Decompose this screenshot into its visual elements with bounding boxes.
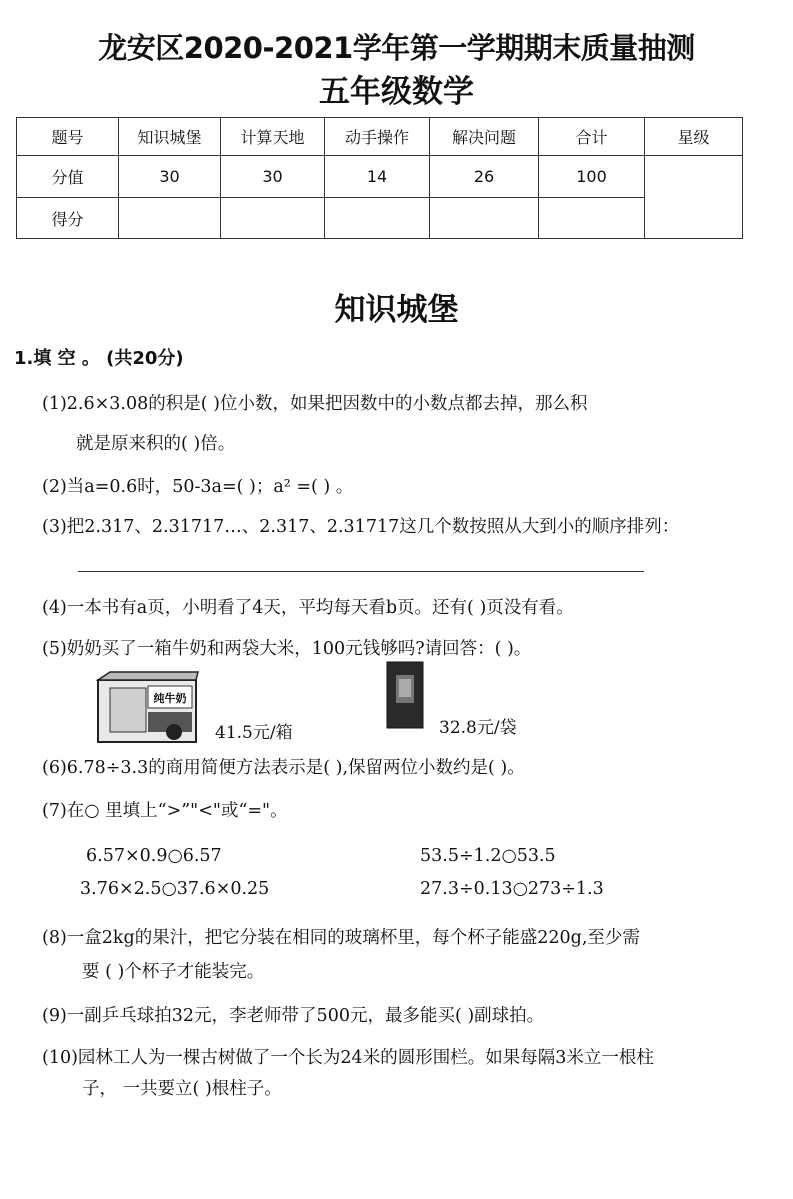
score-table-header-row	[17, 118, 743, 156]
header-cell: 动手操作	[325, 118, 430, 156]
row-label: 分值	[17, 156, 119, 198]
question-line: (7)在○ 里填上“>”"<"或“="。	[42, 801, 288, 821]
rice-price: 32.8元/袋	[439, 718, 517, 738]
score-cell	[119, 198, 221, 239]
milk-price: 41.5元/箱	[215, 723, 293, 743]
compare-item: 27.3÷0.13○273÷1.3	[420, 879, 604, 899]
header-cell: 知识城堡	[119, 118, 221, 156]
compare-item: 53.5÷1.2○53.5	[420, 846, 556, 866]
exam-title: 龙安区2020-2021学年第一学期期末质量抽测	[98, 31, 695, 65]
score-table-score-row	[17, 198, 743, 239]
question-line: (2)当a=0.6时，50-3a=( )；a² =( ) 。	[42, 477, 354, 497]
rice-bag-image	[386, 661, 424, 729]
score-table	[16, 117, 743, 239]
question-line: (3)把2.317、2.31717…、2.317、2.31717这几个数按照从大到小的顺序排列：	[42, 517, 680, 537]
value-cell: 26	[430, 156, 539, 198]
header-cell: 解决问题	[430, 118, 539, 156]
question-line: (6)6.78÷3.3的商用简便方法表示是( ),保留两位小数约是( )。	[42, 758, 525, 778]
answer-line	[78, 571, 644, 572]
value-cell: 30	[119, 156, 221, 198]
score-cell	[221, 198, 325, 239]
question-line: 子， 一共要立( )根柱子。	[82, 1079, 282, 1099]
question-line: (9)一副乒乓球拍32元，李老师带了500元，最多能买( )副球拍。	[42, 1006, 545, 1026]
question-line: 就是原来积的( )倍。	[76, 434, 236, 454]
score-cell	[325, 198, 430, 239]
header-cell: 计算天地	[221, 118, 325, 156]
milk-box-image	[96, 670, 200, 746]
question-line: (5)奶奶买了一箱牛奶和两袋大米，100元钱够吗?请回答：( )。	[42, 639, 532, 659]
exam-subtitle: 五年级数学	[319, 74, 474, 110]
milk-box-label: 纯牛奶	[153, 692, 187, 705]
score-cell	[430, 198, 539, 239]
question-line: 要 ( )个杯子才能装完。	[82, 962, 265, 982]
header-cell: 题号	[17, 118, 119, 156]
section-title: 知识城堡	[334, 292, 459, 328]
star-level-cell	[645, 156, 743, 239]
question-line: (4)一本书有a页，小明看了4天，平均每天看b页。还有( )页没有看。	[42, 598, 574, 618]
question-heading: 1.填 空 。 (共20分)	[14, 348, 184, 369]
compare-item: 3.76×2.5○37.6×0.25	[80, 879, 270, 899]
header-cell: 星级	[645, 118, 743, 156]
compare-item: 6.57×0.9○6.57	[86, 846, 222, 866]
score-cell	[539, 198, 645, 239]
value-cell: 100	[539, 156, 645, 198]
value-cell: 30	[221, 156, 325, 198]
row-label: 得分	[17, 198, 119, 239]
value-cell: 14	[325, 156, 430, 198]
question-line: (10)园林工人为一棵古树做了一个长为24米的圆形围栏。如果每隔3米立一根柱	[42, 1048, 654, 1068]
score-table-value-row	[17, 156, 743, 198]
question-line: (8)一盒2kg的果汁，把它分装在相同的玻璃杯里，每个杯子能盛220g,至少需	[42, 928, 640, 948]
header-cell: 合计	[539, 118, 645, 156]
question-line: (1)2.6×3.08的积是( )位小数，如果把因数中的小数点都去掉，那么积	[42, 394, 588, 414]
